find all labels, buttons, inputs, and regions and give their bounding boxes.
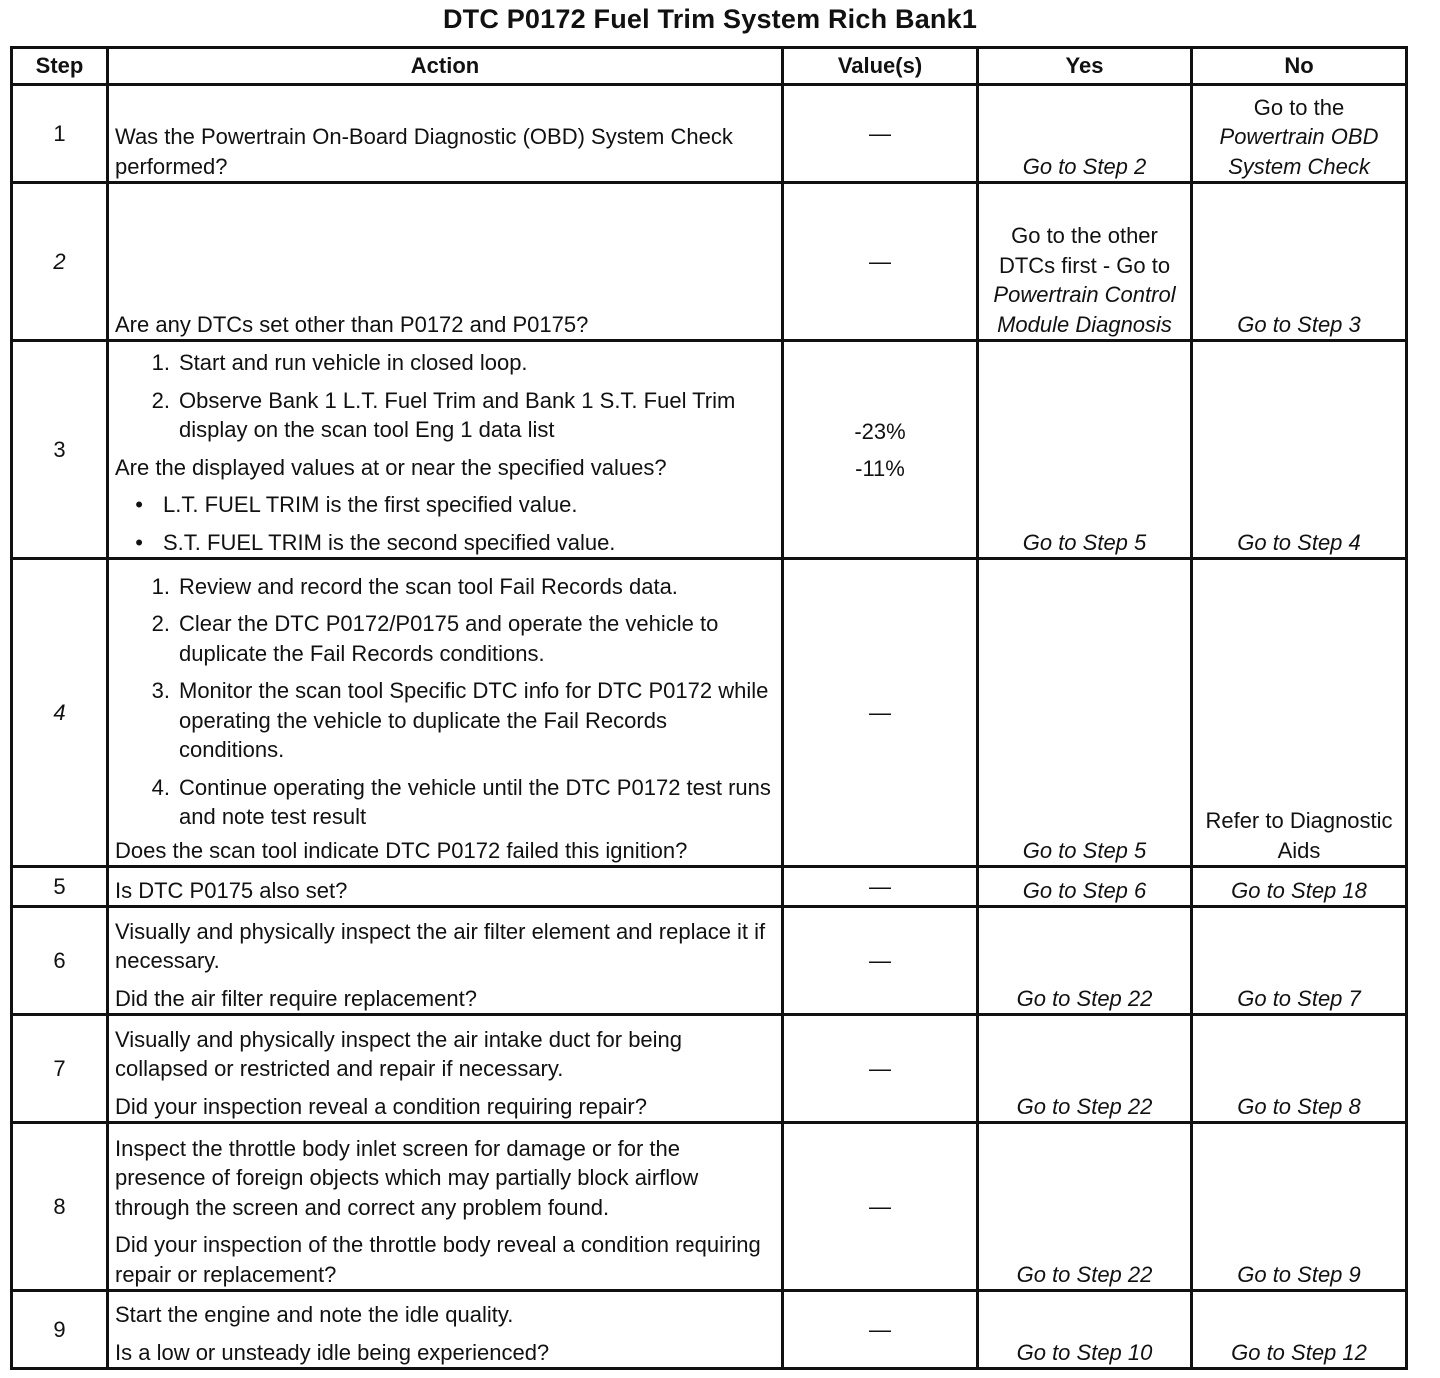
action-cell: [108, 1015, 783, 1123]
table-row: [12, 867, 1407, 907]
list-item: 3. Monitor the scan tool Specific DTC info for DTC P0172 while operating the vehicle to duplicate the Fail Records conditions.: [151, 678, 769, 762]
value-cell: —: [783, 183, 978, 341]
header-row: [12, 48, 1407, 85]
no-cell-link: Powertrain OBD System Check: [1219, 124, 1379, 179]
yes-cell: Go to Step 22: [978, 1123, 1192, 1291]
header-action: Action: [108, 48, 783, 85]
value-cell: —: [783, 1123, 978, 1291]
value-st-fuel-trim: -11%: [855, 455, 905, 481]
value-cell: —: [783, 867, 978, 907]
step-number: 8: [12, 1123, 108, 1291]
diagnostic-table: [10, 46, 1408, 1370]
no-cell-prefix: Go to the: [1253, 94, 1345, 120]
no-cell: [1192, 85, 1407, 183]
action-question: Did your inspection of the throttle body reveal a condition requiring repair or replacement?: [115, 1232, 761, 1287]
yes-cell: Go to Step 22: [978, 1015, 1192, 1123]
action-cell: Are any DTCs set other than P0172 and P0175?: [108, 183, 783, 341]
value-cell: —: [783, 85, 978, 183]
action-text: Inspect the throttle body inlet screen for damage or for the presence of foreign objects which may partially block airflow through the screen and correct any problem found.: [115, 1135, 699, 1220]
yes-cell: Go to Step 6: [978, 867, 1192, 907]
table-row: [12, 85, 1407, 183]
value-cell: —: [783, 559, 978, 867]
table-row: [12, 1015, 1407, 1123]
step-number: 5: [12, 867, 108, 907]
yes-cell: [978, 183, 1192, 341]
yes-cell: Go to Step 5: [978, 559, 1192, 867]
action-text: Visually and physically inspect the air filter element and replace it if necessary.: [115, 918, 766, 973]
list-item: 1. Start and run vehicle in closed loop.: [151, 350, 528, 375]
list-item: 2. Clear the DTC P0172/P0175 and operate the vehicle to duplicate the Fail Records conditions.: [151, 611, 719, 666]
step-number: 4: [12, 559, 108, 867]
action-text: Start the engine and note the idle quality.: [115, 1302, 514, 1327]
action-question: Did your inspection reveal a condition requiring repair?: [115, 1093, 647, 1119]
header-no: No: [1192, 48, 1407, 85]
list-item: 4. Continue operating the vehicle until the DTC P0172 test runs and note test result: [151, 774, 771, 829]
header-yes: Yes: [978, 48, 1192, 85]
action-question: Did the air filter require replacement?: [115, 985, 477, 1011]
step-number: 2: [12, 183, 108, 341]
table-row: [12, 341, 1407, 559]
page-title: DTC P0172 Fuel Trim System Rich Bank1: [442, 4, 978, 34]
yes-cell: Go to Step 22: [978, 907, 1192, 1015]
yes-cell: Go to Step 2: [978, 85, 1192, 183]
no-cell: Go to Step 3: [1192, 183, 1407, 341]
no-cell: Go to Step 7: [1192, 907, 1407, 1015]
action-cell: [108, 907, 783, 1015]
header-values: Value(s): [783, 48, 978, 85]
action-cell: Is DTC P0175 also set?: [108, 867, 783, 907]
value-lt-fuel-trim: -23%: [854, 418, 906, 444]
no-cell: Go to Step 4: [1192, 341, 1407, 559]
table-row: [12, 1291, 1407, 1369]
list-item: 2. Observe Bank 1 L.T. Fuel Trim and Bank 1 S.T. Fuel Trim display on the scan tool Eng 1 data list: [151, 387, 736, 442]
no-cell: Go to Step 9: [1192, 1123, 1407, 1291]
action-cell: [108, 1123, 783, 1291]
list-item: • L.T. FUEL TRIM is the first specified value.: [135, 492, 578, 517]
value-cell: —: [783, 1015, 978, 1123]
step-number: 9: [12, 1291, 108, 1369]
table-row: [12, 559, 1407, 867]
yes-cell-link: Powertrain Control Module Diagnosis: [993, 282, 1176, 337]
step-number: 6: [12, 907, 108, 1015]
value-cell: [783, 341, 978, 559]
action-cell: [108, 341, 783, 559]
action-question: Is a low or unsteady idle being experienced?: [115, 1339, 550, 1365]
list-item: 1. Review and record the scan tool Fail Records data.: [151, 573, 678, 599]
header-step: Step: [12, 48, 108, 85]
action-question: Are the displayed values at or near the specified values?: [115, 454, 667, 480]
yes-cell: Go to Step 5: [978, 341, 1192, 559]
table-row: [12, 1123, 1407, 1291]
table-row: [12, 183, 1407, 341]
table-row: [12, 907, 1407, 1015]
no-cell: Go to Step 18: [1192, 867, 1407, 907]
action-cell: [108, 559, 783, 867]
value-cell: —: [783, 1291, 978, 1369]
step-number: 7: [12, 1015, 108, 1123]
action-text: Visually and physically inspect the air intake duct for being collapsed or restricted and repair if necessary.: [115, 1026, 683, 1081]
yes-cell-prefix: Go to the other DTCs first - Go to: [998, 223, 1171, 278]
no-cell: Refer to Diagnostic Aids: [1192, 559, 1407, 867]
action-cell: Was the Powertrain On-Board Diagnostic (OBD) System Check performed?: [108, 85, 783, 183]
step-number: 3: [12, 341, 108, 559]
action-cell: [108, 1291, 783, 1369]
action-question: Does the scan tool indicate DTC P0172 failed this ignition?: [115, 837, 688, 863]
no-cell: Go to Step 12: [1192, 1291, 1407, 1369]
yes-cell: Go to Step 10: [978, 1291, 1192, 1369]
list-item: • S.T. FUEL TRIM is the second specified value.: [135, 529, 616, 555]
value-cell: —: [783, 907, 978, 1015]
no-cell: Go to Step 8: [1192, 1015, 1407, 1123]
step-number: 1: [12, 85, 108, 183]
